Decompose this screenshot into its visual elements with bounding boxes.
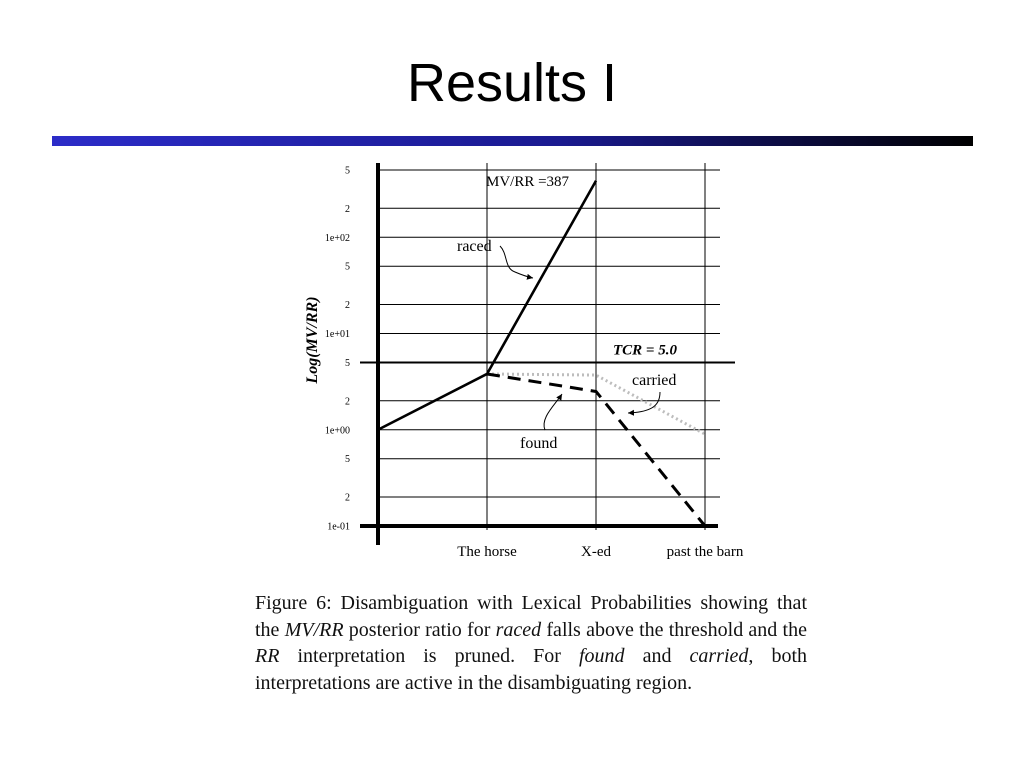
series-label-carried: carried <box>632 372 677 389</box>
y-tick-label: 2 <box>345 203 350 215</box>
caption-text: interpretation is pruned. For <box>279 645 579 667</box>
caption-text: , both interpretations are active in the disambiguating region. <box>255 645 807 694</box>
y-tick-label: 1e+01 <box>324 329 350 341</box>
caption-term-mv-rr: MV/RR <box>284 618 344 641</box>
x-tick-label: The horse <box>457 544 517 560</box>
caption-term-carried: carried <box>689 645 749 667</box>
caption-text: and <box>624 645 690 667</box>
annotation-peak-value: MV/RR =387 <box>486 174 570 190</box>
chart-axes <box>360 163 735 545</box>
y-tick-label: 5 <box>345 165 350 177</box>
annotation-arrow-raced <box>500 246 533 278</box>
caption-term-found: found <box>579 645 625 667</box>
slide-title: Results I <box>406 53 618 113</box>
caption-text: posterior ratio for <box>343 618 496 641</box>
series-label-raced: raced <box>457 238 492 255</box>
y-tick-label: 1e-01 <box>327 521 350 533</box>
caption-text: falls above the threshold and the <box>541 618 807 641</box>
annotation-arrow-found <box>544 394 562 430</box>
y-tick-label: 5 <box>345 357 350 369</box>
caption-text: Figure 6: Disambiguation with Lexical Probabilities showing that the <box>255 592 807 641</box>
x-tick-label: X-ed <box>581 544 611 560</box>
figure-caption <box>255 590 807 696</box>
y-tick-label: 5 <box>345 454 350 466</box>
y-tick-label: 1e+00 <box>324 425 350 437</box>
y-tick-label: 2 <box>345 396 350 408</box>
caption-term-rr: RR <box>255 645 280 667</box>
y-tick-label: 1e+02 <box>324 232 350 244</box>
series-label-found: found <box>520 435 558 452</box>
y-axis-title: Log(MV/RR) <box>304 296 321 384</box>
x-tick-label: past the barn <box>666 544 744 560</box>
y-tick-label: 2 <box>345 300 350 312</box>
caption-term-raced: raced <box>495 618 542 641</box>
y-tick-label: 5 <box>345 261 350 273</box>
threshold-label: TCR = 5.0 <box>613 342 677 359</box>
y-tick-label: 2 <box>345 492 350 504</box>
